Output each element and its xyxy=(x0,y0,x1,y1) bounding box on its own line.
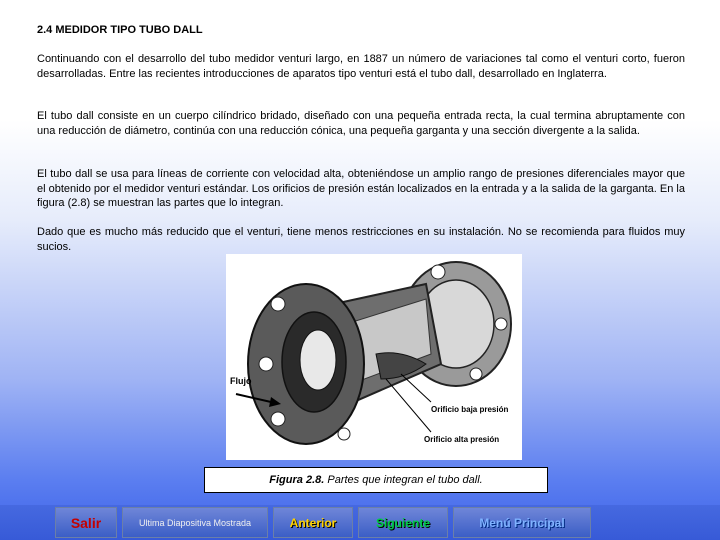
exit-label: Salir xyxy=(70,514,102,531)
dall-tube-illustration xyxy=(226,254,522,460)
exit-button[interactable] xyxy=(55,507,117,538)
next-label: Siguiente xyxy=(375,515,430,530)
flow-label: Flujo xyxy=(230,376,252,386)
figure-caption xyxy=(204,467,548,493)
paragraph-installation: Dado que es mucho más reducido que el venturi, tiene menos restricciones en su instalación. No se recomienda para fluidos muy sucios. xyxy=(37,226,685,253)
main-menu-label: Menú Principal xyxy=(479,515,565,530)
high-pressure-label: Orificio alta presión xyxy=(424,435,500,444)
caption-text: Partes que integran el tubo dall. xyxy=(324,474,483,486)
paragraph-intro: Continuando con el desarrollo del tubo medidor venturi largo, en 1887 un número de variaciones tal como el venturi corto, fueron desarrolladas. Entre las recientes introducciones de aparatos tipo venturi está el tubo dall, desarrollado en Inglaterra. xyxy=(37,53,685,80)
main-menu-button[interactable] xyxy=(453,507,591,538)
paragraph-usage: El tubo dall se usa para líneas de corriente con velocidad alta, obteniéndose un amplio rango de presiones diferenciales mayor que el obtenido por el medidor venturi estándar. Los orificios de presión están localizados en la entrada y a la salida de la garganta. En la figura (2.8) se muestran las partes que lo integran. xyxy=(37,168,685,209)
next-button[interactable] xyxy=(358,507,448,538)
last-slide-label: Ultima Diapositiva Mostrada xyxy=(138,517,252,528)
last-slide-button[interactable] xyxy=(122,507,268,538)
dall-tube-figure xyxy=(226,254,522,460)
previous-button[interactable] xyxy=(273,507,353,538)
previous-label: Anterior xyxy=(289,515,337,530)
caption-prefix: Figura 2.8. xyxy=(269,474,325,486)
low-pressure-label: Orificio baja presión xyxy=(431,405,509,414)
paragraph-description: El tubo dall consiste en un cuerpo cilíndrico bridado, diseñado con una pequeña entrada recta, la cual termina abruptamente con una reducción de diámetro, continúa con una reducción cónica, una pequeña garganta y una sección divergente a la salida. xyxy=(37,110,685,137)
page-title: 2.4 MEDIDOR TIPO TUBO DALL xyxy=(37,24,203,36)
